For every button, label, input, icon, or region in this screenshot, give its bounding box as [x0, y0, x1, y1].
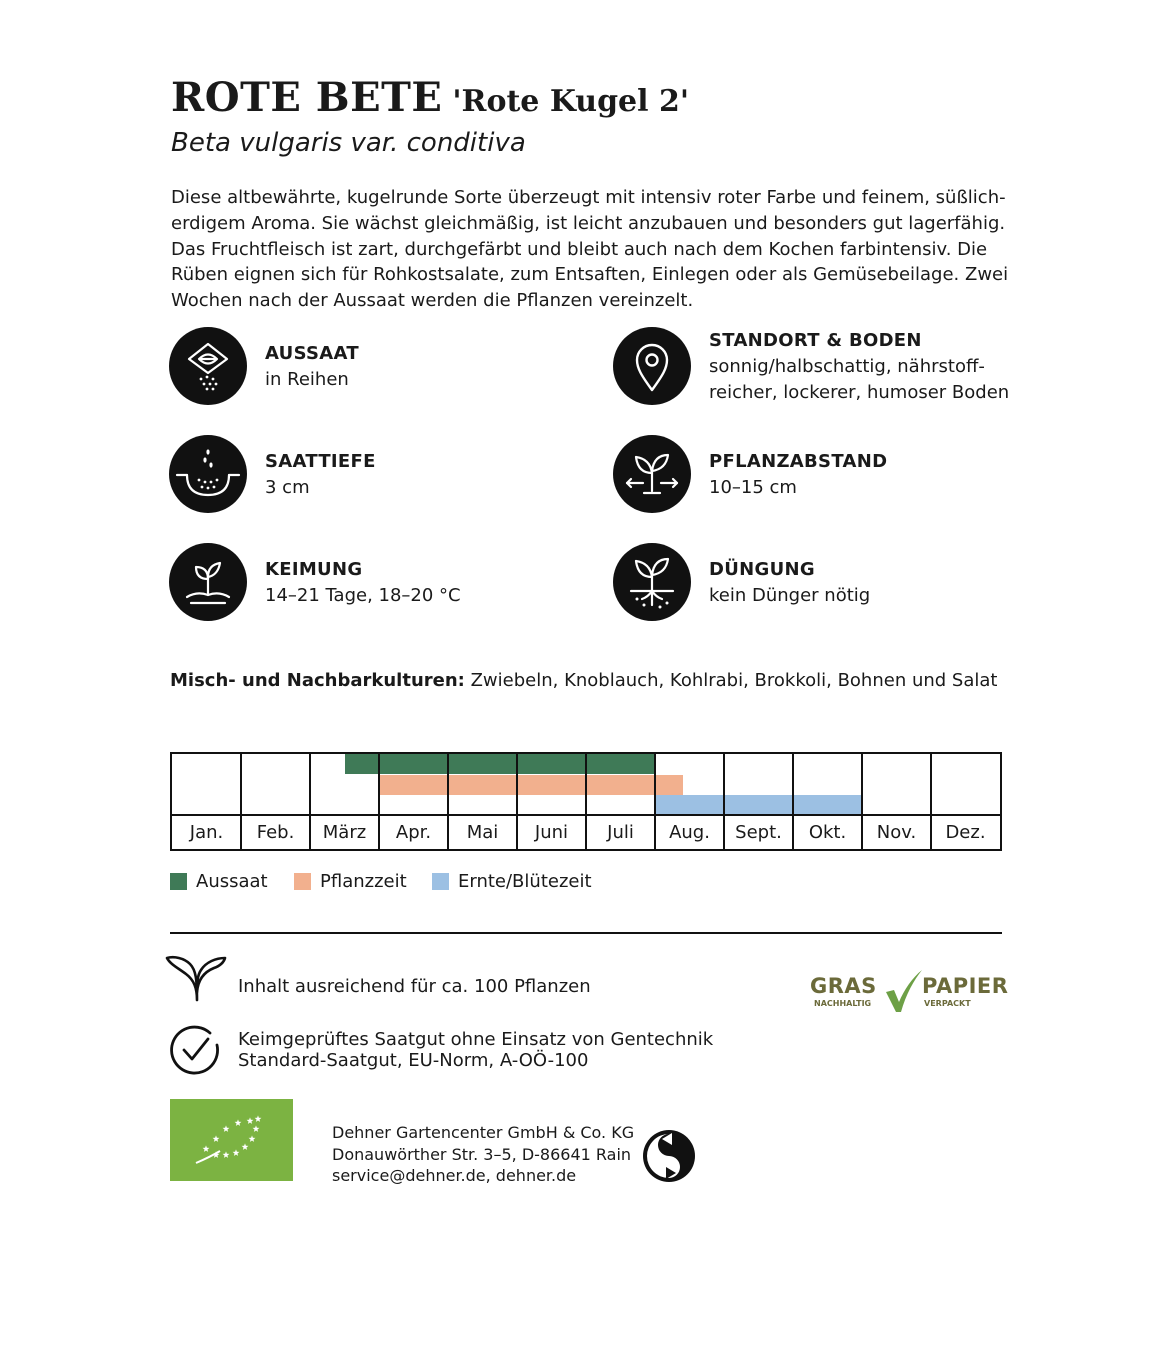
calendar-month-label: März — [322, 822, 367, 843]
eu-star-icon — [233, 1149, 240, 1156]
eu-star-icon — [235, 1119, 242, 1126]
info-title: PFLANZABSTAND — [709, 451, 888, 472]
legend-ernte — [432, 870, 602, 894]
eu-star-icon — [249, 1135, 256, 1142]
description-line: Wochen nach der Aussaat werden die Pflanzen vereinzelt. — [171, 290, 694, 312]
company-address — [332, 1122, 634, 1187]
product-title — [171, 74, 689, 121]
divider — [170, 932, 1002, 934]
calendar-month-label: Jan. — [189, 822, 224, 843]
info-keimung — [169, 543, 609, 623]
sowing-calendar — [170, 752, 1002, 851]
calendar-bar-aussaat — [345, 754, 656, 774]
legend-label: Aussaat — [196, 871, 268, 892]
info-title: KEIMUNG — [265, 559, 363, 580]
company-line: service@dehner.de, dehner.de — [332, 1166, 577, 1185]
eu-organic-logo — [170, 1099, 293, 1181]
legend-label: Pflanzzeit — [320, 871, 407, 892]
sowing-depth-icon — [169, 435, 247, 513]
calendar-month-label: Mai — [466, 822, 499, 843]
legend-label: Ernte/Blütezeit — [458, 871, 592, 892]
calendar-bar-ernte — [655, 795, 862, 815]
checkmark-circle-icon — [168, 1023, 222, 1077]
legend-swatch — [432, 873, 449, 890]
recycling-logo-icon — [642, 1129, 696, 1183]
eu-star-icon — [213, 1135, 220, 1142]
info-duengung — [613, 543, 1053, 623]
eu-star-icon — [203, 1145, 210, 1152]
eu-leaf-stars-icon — [170, 1099, 293, 1181]
product-variety: 'Rote Kugel 2' — [452, 84, 690, 119]
info-value: 3 cm — [265, 477, 310, 498]
calendar-month-label: Feb. — [256, 822, 295, 843]
info-value: in Reihen — [265, 369, 349, 390]
info-title: STANDORT & BODEN — [709, 330, 922, 351]
calendar-month-label: Dez. — [945, 822, 986, 843]
calendar-month-label: Juni — [534, 822, 569, 843]
calendar-month-label: Nov. — [876, 822, 917, 843]
info-pflanzabstand — [613, 435, 1053, 515]
eu-star-icon — [247, 1117, 254, 1124]
info-title: AUSSAAT — [265, 343, 359, 364]
seed-packet-icon — [169, 327, 247, 405]
eu-leaf-stem — [196, 1151, 220, 1163]
latin-name: Beta vulgaris var. conditiva — [171, 128, 526, 158]
company-line: Dehner Gartencenter GmbH & Co. KG — [332, 1123, 635, 1142]
info-value: kein Dünger nötig — [709, 585, 871, 606]
info-saattiefe — [169, 435, 609, 515]
calendar-bar-pflanzzeit — [379, 775, 683, 795]
seed-quantity: Inhalt ausreichend für ca. 100 Pflanzen — [238, 976, 591, 997]
plant-spacing-icon — [613, 435, 691, 513]
description-line: Rüben eignen sich für Rohkostsalate, zum Entsaften, Einlegen oder als Gemüsebeilage. Zwei — [171, 264, 1009, 286]
gras-papier-logo — [810, 970, 1010, 1014]
gras-logo-word: GRAS — [810, 974, 877, 998]
eu-star-icon — [242, 1143, 249, 1150]
gras-logo-word: PAPIER — [922, 974, 1009, 998]
quality-line-1: Keimgeprüftes Saatgut ohne Einsatz von Gentechnik — [238, 1029, 714, 1050]
calendar-month-label: Juli — [607, 822, 634, 843]
companion-value: Zwiebeln, Knoblauch, Kohlrabi, Brokkoli, Bohnen und Salat — [464, 670, 998, 691]
calendar-month-label: Okt. — [808, 822, 847, 843]
info-title: DÜNGUNG — [709, 559, 815, 580]
description-line: Diese altbewährte, kugelrunde Sorte überzeugt mit intensiv roter Farbe und feinem, süßlich- — [171, 187, 1006, 208]
companion-label: Misch- und Nachbarkulturen: — [170, 670, 465, 691]
legend-pflanzzeit — [294, 870, 414, 894]
calendar-month-label: Apr. — [395, 822, 432, 843]
info-standort — [613, 327, 1053, 407]
info-value: 10–15 cm — [709, 477, 797, 498]
calendar-month-label: Sept. — [735, 822, 782, 843]
eu-star-icon — [253, 1125, 260, 1132]
product-name: ROTE BETE — [171, 74, 443, 121]
location-pin-icon — [613, 327, 691, 405]
legend-aussaat — [170, 870, 280, 894]
product-description — [171, 185, 1011, 314]
info-title: SAATTIEFE — [265, 451, 376, 472]
legend-swatch — [170, 873, 187, 890]
info-value: 14–21 Tage, 18–20 °C — [265, 585, 461, 606]
description-line: Das Fruchtfleisch ist zart, durchgefärbt und bleibt auch nach dem Kochen farbintensiv. Die — [171, 238, 988, 260]
eu-star-icon — [223, 1151, 230, 1158]
info-aussaat — [169, 327, 609, 407]
plant-roots-icon — [613, 543, 691, 621]
company-line: Donauwörther Str. 3–5, D-86641 Rain — [332, 1144, 632, 1164]
leaves-icon — [164, 952, 228, 1004]
info-value: sonnig/halbschattig, nährstoff- — [709, 356, 985, 377]
checkmark-icon — [884, 970, 924, 1014]
sprout-icon — [169, 543, 247, 621]
calendar-month-label: Aug. — [669, 822, 710, 843]
description-line: erdigem Aroma. Sie wächst gleichmäßig, ist leicht anzubauen und besonders gut lagerfähig. — [171, 212, 1006, 234]
gras-logo-subtext: VERPACKT — [924, 999, 971, 1008]
info-value: reicher, lockerer, humoser Boden — [709, 382, 1010, 403]
companion-plants — [170, 670, 997, 691]
gras-logo-subtext: NACHHALTIG — [814, 999, 872, 1008]
eu-star-icon — [223, 1125, 230, 1132]
legend-swatch — [294, 873, 311, 890]
eu-star-icon — [255, 1115, 262, 1122]
quality-line-2: Standard-Saatgut, EU-Norm, A-OÖ-100 — [238, 1050, 589, 1071]
